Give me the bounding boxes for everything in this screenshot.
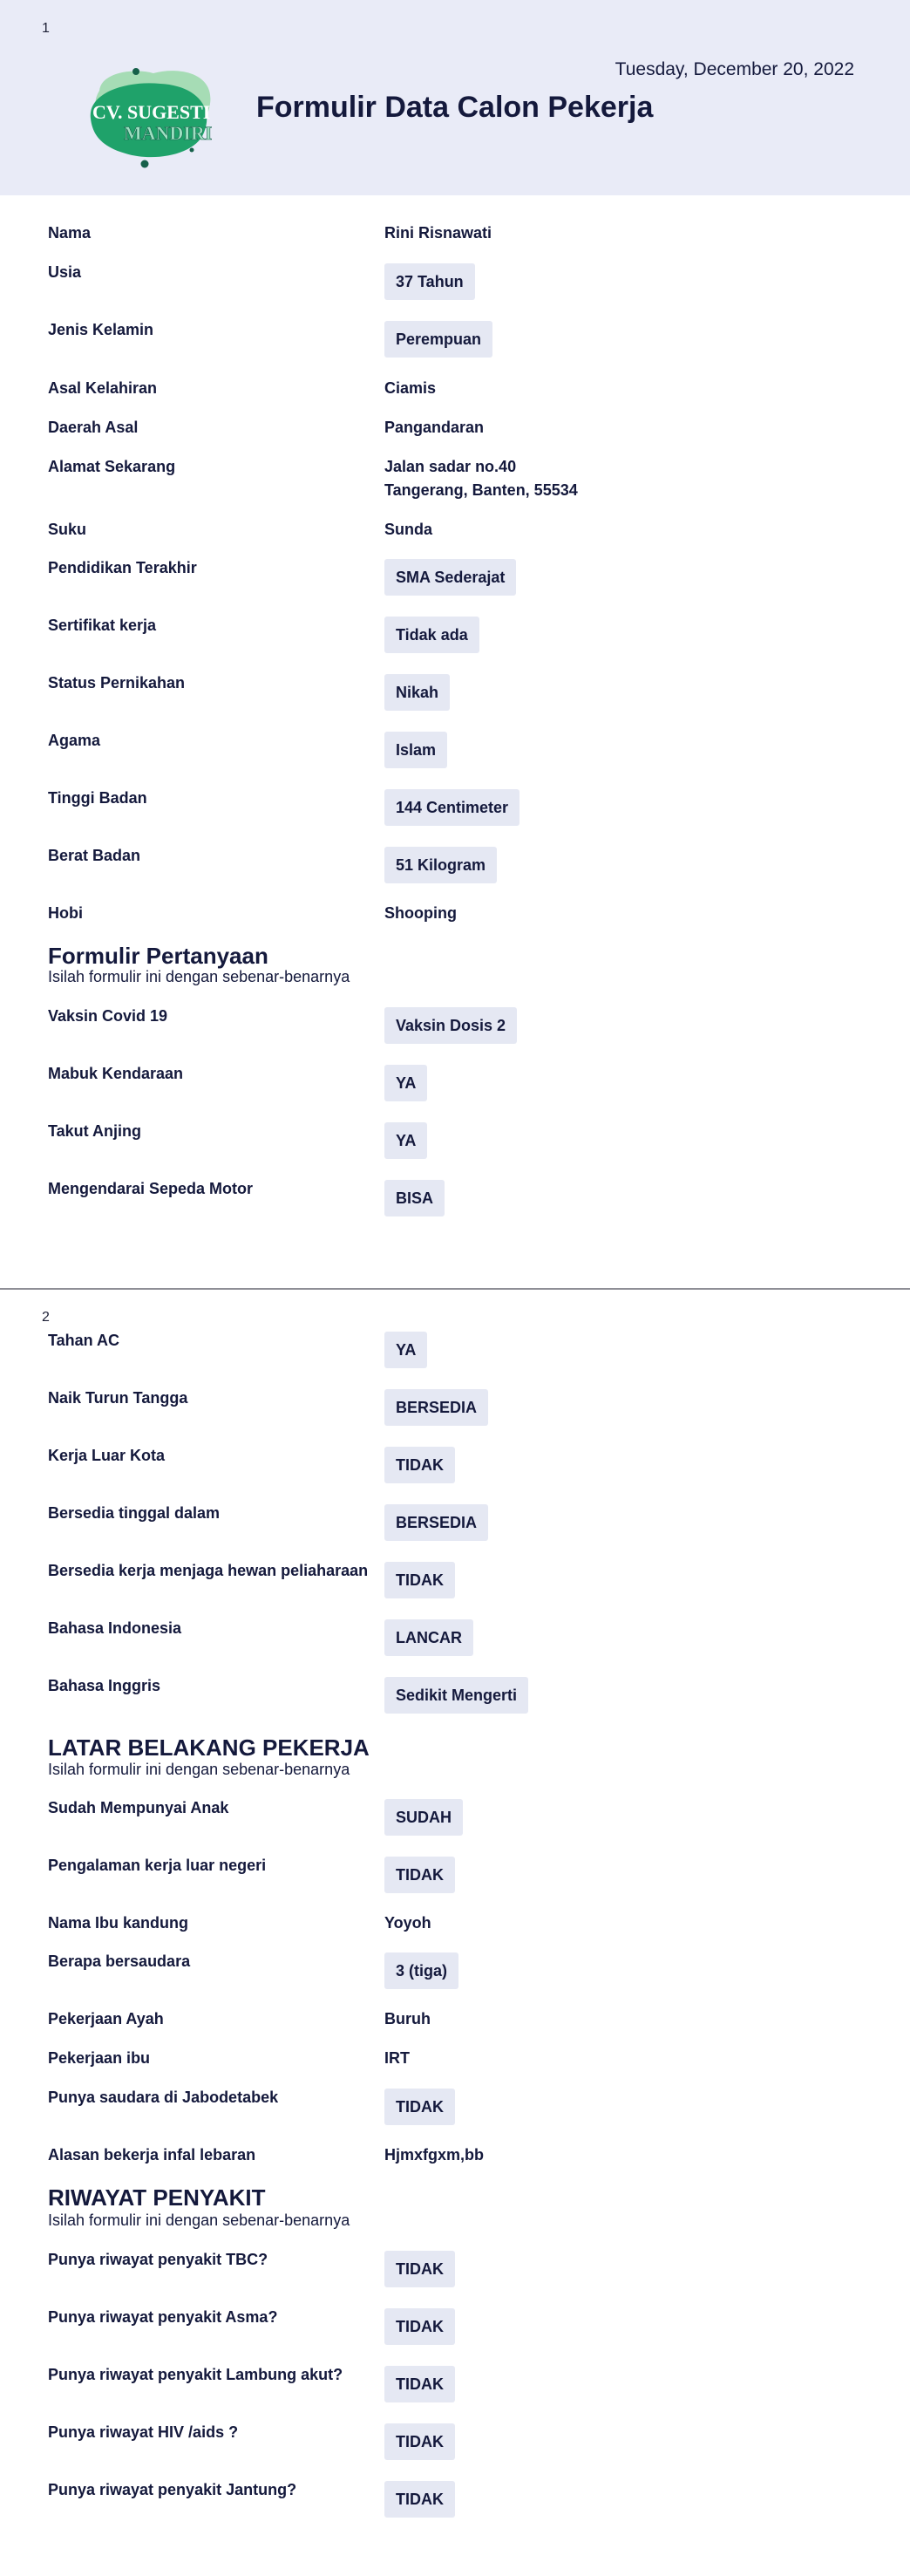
section-subtitle-pertanyaan: Isilah formulir ini dengan sebenar-benarnya <box>48 968 350 985</box>
field-label-sertifikat: Sertifikat kerja <box>48 617 157 634</box>
page-title: Formulir Data Calon Pekerja <box>256 91 654 124</box>
field-value-ibu: Yoyoh <box>384 1914 431 1932</box>
section-title-pertanyaan: Formulir Pertanyaan <box>48 943 268 969</box>
field-value-agama: Islam <box>384 732 447 768</box>
field-value-bahasa-inggris: Sedikit Mengerti <box>384 1677 528 1714</box>
field-value-luar-negeri: TIDAK <box>384 1857 455 1893</box>
field-value-hobi: Shooping <box>384 904 457 922</box>
field-label-luar-kota: Kerja Luar Kota <box>48 1447 166 1464</box>
field-label-berat: Berat Badan <box>48 847 141 864</box>
field-label-usia: Usia <box>48 263 82 281</box>
field-value-luar-kota: TIDAK <box>384 1447 455 1483</box>
field-label-lambung: Punya riwayat penyakit Lambung akut? <box>48 2366 343 2383</box>
field-value-sertifikat: Tidak ada <box>384 617 479 653</box>
field-label-alasan: Alasan bekerja infal lebaran <box>48 2146 256 2164</box>
field-value-berat: 51 Kilogram <box>384 847 497 883</box>
section-subtitle-latar: Isilah formulir ini dengan sebenar-benarnya <box>48 1761 350 1778</box>
field-label-suku: Suku <box>48 521 87 538</box>
section-title-latar: LATAR BELAKANG PEKERJA <box>48 1734 370 1761</box>
field-value-ibu-kerja: IRT <box>384 2049 410 2067</box>
field-label-luar-negeri: Pengalaman kerja luar negeri <box>48 1857 267 1874</box>
field-value-tahan-ac: YA <box>384 1332 427 1368</box>
field-value-jabodetabek: TIDAK <box>384 2089 455 2125</box>
page-divider <box>0 1288 910 1290</box>
field-value-bahasa-indonesia: LANCAR <box>384 1619 473 1656</box>
field-label-takut-anjing: Takut Anjing <box>48 1122 141 1140</box>
field-value-motor: BISA <box>384 1180 445 1216</box>
field-label-jenis-kelamin: Jenis Kelamin <box>48 321 154 338</box>
field-label-bahasa-indonesia: Bahasa Indonesia <box>48 1619 182 1637</box>
field-label-alamat: Alamat Sekarang <box>48 458 176 475</box>
field-label-anak: Sudah Mempunyai Anak <box>48 1799 229 1816</box>
field-label-ayah-kerja: Pekerjaan Ayah <box>48 2010 164 2027</box>
field-label-status: Status Pernikahan <box>48 674 186 692</box>
field-value-tinggal-dalam: BERSEDIA <box>384 1504 488 1541</box>
field-label-motor: Mengendarai Sepeda Motor <box>48 1180 254 1197</box>
field-label-hobi: Hobi <box>48 904 83 922</box>
page-number: 2 <box>42 1310 50 1325</box>
field-value-saudara: 3 (tiga) <box>384 1952 458 1989</box>
field-label-saudara: Berapa bersaudara <box>48 1952 191 1970</box>
field-value-usia: 37 Tahun <box>384 263 475 300</box>
field-value-jantung: TIDAK <box>384 2481 455 2518</box>
field-label-ibu-kerja: Pekerjaan ibu <box>48 2049 151 2067</box>
field-label-asma: Punya riwayat penyakit Asma? <box>48 2308 278 2326</box>
field-label-tangga: Naik Turun Tangga <box>48 1389 188 1407</box>
field-label-bahasa-inggris: Bahasa Inggris <box>48 1677 161 1694</box>
field-label-ibu: Nama Ibu kandung <box>48 1914 189 1932</box>
field-value-tinggi: 144 Centimeter <box>384 789 520 826</box>
field-label-asal-kelahiran: Asal Kelahiran <box>48 379 158 397</box>
field-value-hiv: TIDAK <box>384 2423 455 2460</box>
section-title-penyakit: RIWAYAT PENYAKIT <box>48 2184 266 2211</box>
field-value-alamat-line1: Jalan sadar no.40 <box>384 458 517 475</box>
field-label-tinggi: Tinggi Badan <box>48 789 147 807</box>
field-label-hiv: Punya riwayat HIV /aids ? <box>48 2423 239 2441</box>
field-value-takut-anjing: YA <box>384 1122 427 1159</box>
field-label-hewan: Bersedia kerja menjaga hewan peliaharaan <box>48 1562 369 1579</box>
logo-text-line1: CV. SUGESTI <box>92 101 211 123</box>
field-value-nama: Rini Risnawati <box>384 224 492 242</box>
page-number: 1 <box>42 21 50 36</box>
field-value-status: Nikah <box>384 674 450 711</box>
field-value-anak: SUDAH <box>384 1799 463 1836</box>
section-subtitle-penyakit: Isilah formulir ini dengan sebenar-benarnya <box>48 2211 350 2229</box>
field-value-suku: Sunda <box>384 521 433 538</box>
field-value-lambung: TIDAK <box>384 2366 455 2402</box>
field-label-jabodetabek: Punya saudara di Jabodetabek <box>48 2089 279 2106</box>
field-value-asma: TIDAK <box>384 2308 455 2345</box>
field-value-jenis-kelamin: Perempuan <box>384 321 492 358</box>
document-date: Tuesday, December 20, 2022 <box>615 59 854 79</box>
field-label-jantung: Punya riwayat penyakit Jantung? <box>48 2481 297 2498</box>
logo-text-line2: MANDIRI <box>124 122 213 144</box>
field-value-ayah-kerja: Buruh <box>384 2010 431 2027</box>
field-label-vaksin: Vaksin Covid 19 <box>48 1007 168 1025</box>
field-value-alasan: Hjmxfgxm,bb <box>384 2146 485 2164</box>
field-label-nama: Nama <box>48 224 92 242</box>
field-label-tahan-ac: Tahan AC <box>48 1332 120 1349</box>
field-label-mabuk: Mabuk Kendaraan <box>48 1065 184 1082</box>
field-value-alamat-line2: Tangerang, Banten, 55534 <box>384 481 578 499</box>
field-value-vaksin: Vaksin Dosis 2 <box>384 1007 517 1044</box>
field-value-daerah-asal: Pangandaran <box>384 419 485 436</box>
field-value-asal-kelahiran: Ciamis <box>384 379 437 397</box>
field-value-mabuk: YA <box>384 1065 427 1101</box>
field-label-daerah-asal: Daerah Asal <box>48 419 139 436</box>
field-value-tangga: BERSEDIA <box>384 1389 488 1426</box>
field-value-hewan: TIDAK <box>384 1562 455 1598</box>
field-label-agama: Agama <box>48 732 101 749</box>
field-label-tinggal-dalam: Bersedia tinggal dalam <box>48 1504 221 1522</box>
field-value-tbc: TIDAK <box>384 2251 455 2287</box>
field-label-pendidikan: Pendidikan Terakhir <box>48 559 197 576</box>
field-value-pendidikan: SMA Sederajat <box>384 559 516 596</box>
field-label-tbc: Punya riwayat penyakit TBC? <box>48 2251 268 2268</box>
